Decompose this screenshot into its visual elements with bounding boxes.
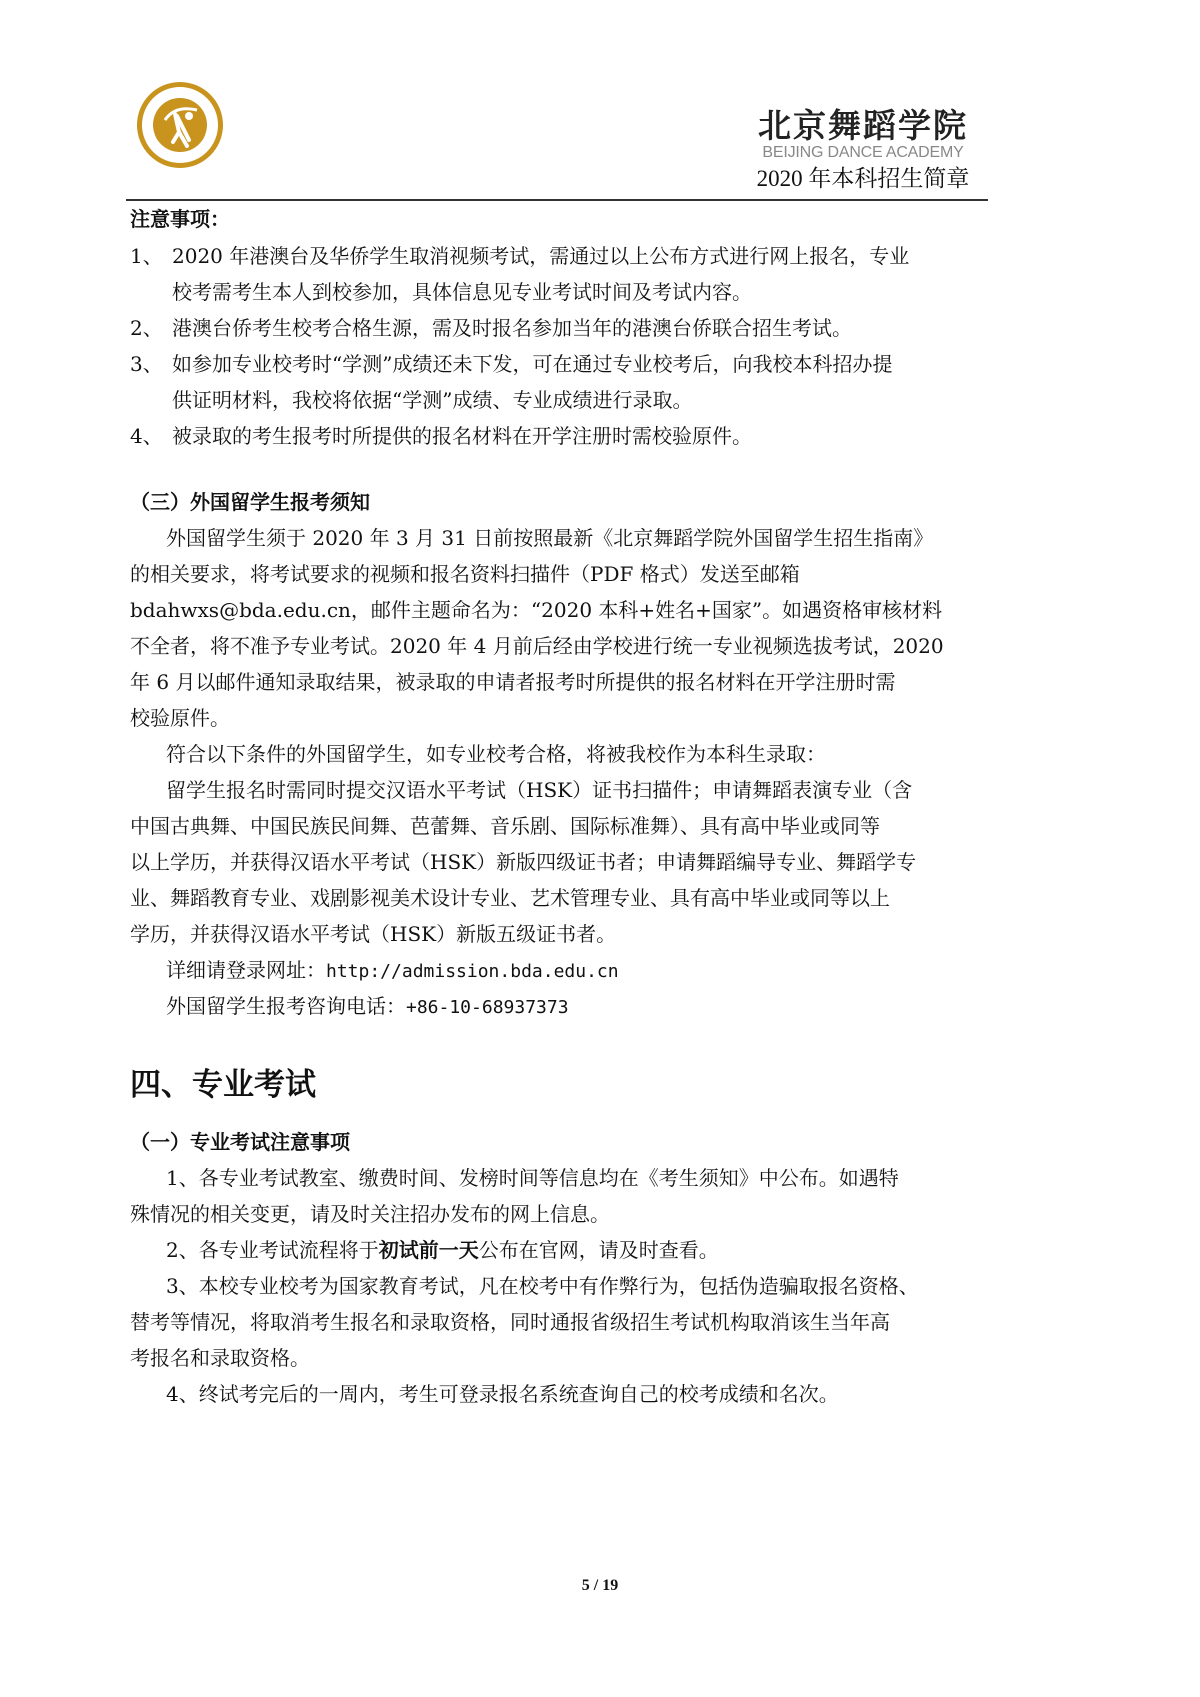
note-item-2 <box>130 310 985 346</box>
note-item-3 <box>130 346 985 382</box>
brand-block <box>738 108 988 194</box>
notes-title: 注意事项： <box>130 207 230 231</box>
academy-logo <box>135 80 225 170</box>
website-link[interactable]: http://admission.bda.edu.cn <box>326 961 619 982</box>
foreign-conditions-line: 留学生报名时需同时提交汉语水平考试（HSK）证书扫描件；申请舞蹈表演专业（含 <box>166 778 913 802</box>
brand-name-cn: 北京舞蹈学院 <box>758 106 968 145</box>
note-item-1 <box>130 238 985 274</box>
note-number: 4、 <box>130 424 163 448</box>
exam-note-text: 2、各专业考试流程将于 <box>166 1238 379 1262</box>
exam-note-2 <box>166 1232 1021 1268</box>
foreign-conditions-intro: 符合以下条件的外国留学生，如专业校考合格，将被我校作为本科生录取： <box>166 742 826 766</box>
foreign-conditions-line: 以上学历，并获得汉语水平考试（HSK）新版四级证书者；申请舞蹈编导专业、舞蹈学专 <box>130 850 917 874</box>
foreign-para-line: bdahwxs@bda.edu.cn，邮件主题命名为：“2020 本科+姓名+国家”。如遇资格审核材料 <box>130 598 943 622</box>
foreign-para-line: 校验原件。 <box>130 706 230 730</box>
foreign-conditions-line: 学历，并获得汉语水平考试（HSK）新版五级证书者。 <box>130 922 617 946</box>
foreign-conditions-line: 业、舞蹈教育专业、戏剧影视美术设计专业、艺术管理专业、具有高中毕业或同等以上 <box>130 886 890 910</box>
exam-note-line: 4、终试考完后的一周内，考生可登录报名系统查询自己的校考成绩和名次。 <box>166 1382 839 1406</box>
page-number: 5 / 19 <box>581 1577 619 1594</box>
foreign-para-line: 的相关要求，将考试要求的视频和报名资料扫描件（PDF 格式）发送至邮箱 <box>130 562 800 586</box>
note-text: 如参加专业校考时“学测”成绩还未下发，可在通过专业校考后，向我校本科招办提 <box>172 352 893 376</box>
note-number: 1、 <box>130 244 163 268</box>
note-text: 被录取的考生报考时所提供的报名材料在开学注册时需校验原件。 <box>172 424 752 448</box>
website-label: 详细请登录网址： <box>166 958 326 982</box>
exam-note-line: 1、各专业考试教室、缴费时间、发榜时间等信息均在《考生须知》中公布。如遇特 <box>166 1166 899 1190</box>
document-subtitle: 2020 年本科招生简章 <box>756 166 970 191</box>
exam-note-text: 公布在官网，请及时查看。 <box>478 1238 719 1262</box>
exam-note-line: 殊情况的相关变更，请及时关注招办发布的网上信息。 <box>130 1202 610 1226</box>
phone-line <box>166 988 1021 1026</box>
subsection-title: （一）专业考试注意事项 <box>130 1130 350 1154</box>
phone-number: +86-10-68937373 <box>406 997 569 1018</box>
foreign-section-title: （三）外国留学生报考须知 <box>130 490 370 514</box>
note-number: 3、 <box>130 352 163 376</box>
brand-name-en: BEIJING DANCE ACADEMY <box>762 144 964 161</box>
note-item-3-cont: 供证明材料，我校将依据“学测”成绩、专业成绩进行录取。 <box>172 388 693 412</box>
exam-note-emphasis: 初试前一天 <box>378 1238 479 1262</box>
foreign-conditions-line: 中国古典舞、中国民族民间舞、芭蕾舞、音乐剧、国际标准舞）、具有高中毕业或同等 <box>130 814 880 838</box>
note-text: 2020 年港澳台及华侨学生取消视频考试，需通过以上公布方式进行网上报名，专业 <box>172 244 910 268</box>
exam-note-line: 替考等情况，将取消考生报名和录取资格，同时通报省级招生考试机构取消该生当年高 <box>130 1310 890 1334</box>
foreign-para-line: 外国留学生须于 2020 年 3 月 31 日前按照最新《北京舞蹈学院外国留学生招生指南》 <box>166 526 934 550</box>
exam-note-line: 考报名和录取资格。 <box>130 1346 310 1370</box>
website-line <box>166 952 1021 990</box>
note-number: 2、 <box>130 316 163 340</box>
foreign-para-line: 年 6 月以邮件通知录取结果，被录取的申请者报考时所提供的报名材料在开学注册时需 <box>130 670 896 694</box>
section-title: 四、专业考试 <box>130 1067 316 1103</box>
note-item-4 <box>130 418 985 454</box>
note-item-1-cont: 校考需考生本人到校参加，具体信息见专业考试时间及考试内容。 <box>172 280 752 304</box>
exam-note-line: 3、本校专业校考为国家教育考试，凡在校考中有作弊行为，包括伪造骗取报名资格、 <box>166 1274 919 1298</box>
note-text: 港澳台侨考生校考合格生源，需及时报名参加当年的港澳台侨联合招生考试。 <box>172 316 852 340</box>
foreign-para-line: 不全者，将不准予专业考试。2020 年 4 月前后经由学校进行统一专业视频选拔考试，2020 <box>130 634 944 658</box>
phone-label: 外国留学生报考咨询电话： <box>166 994 406 1018</box>
